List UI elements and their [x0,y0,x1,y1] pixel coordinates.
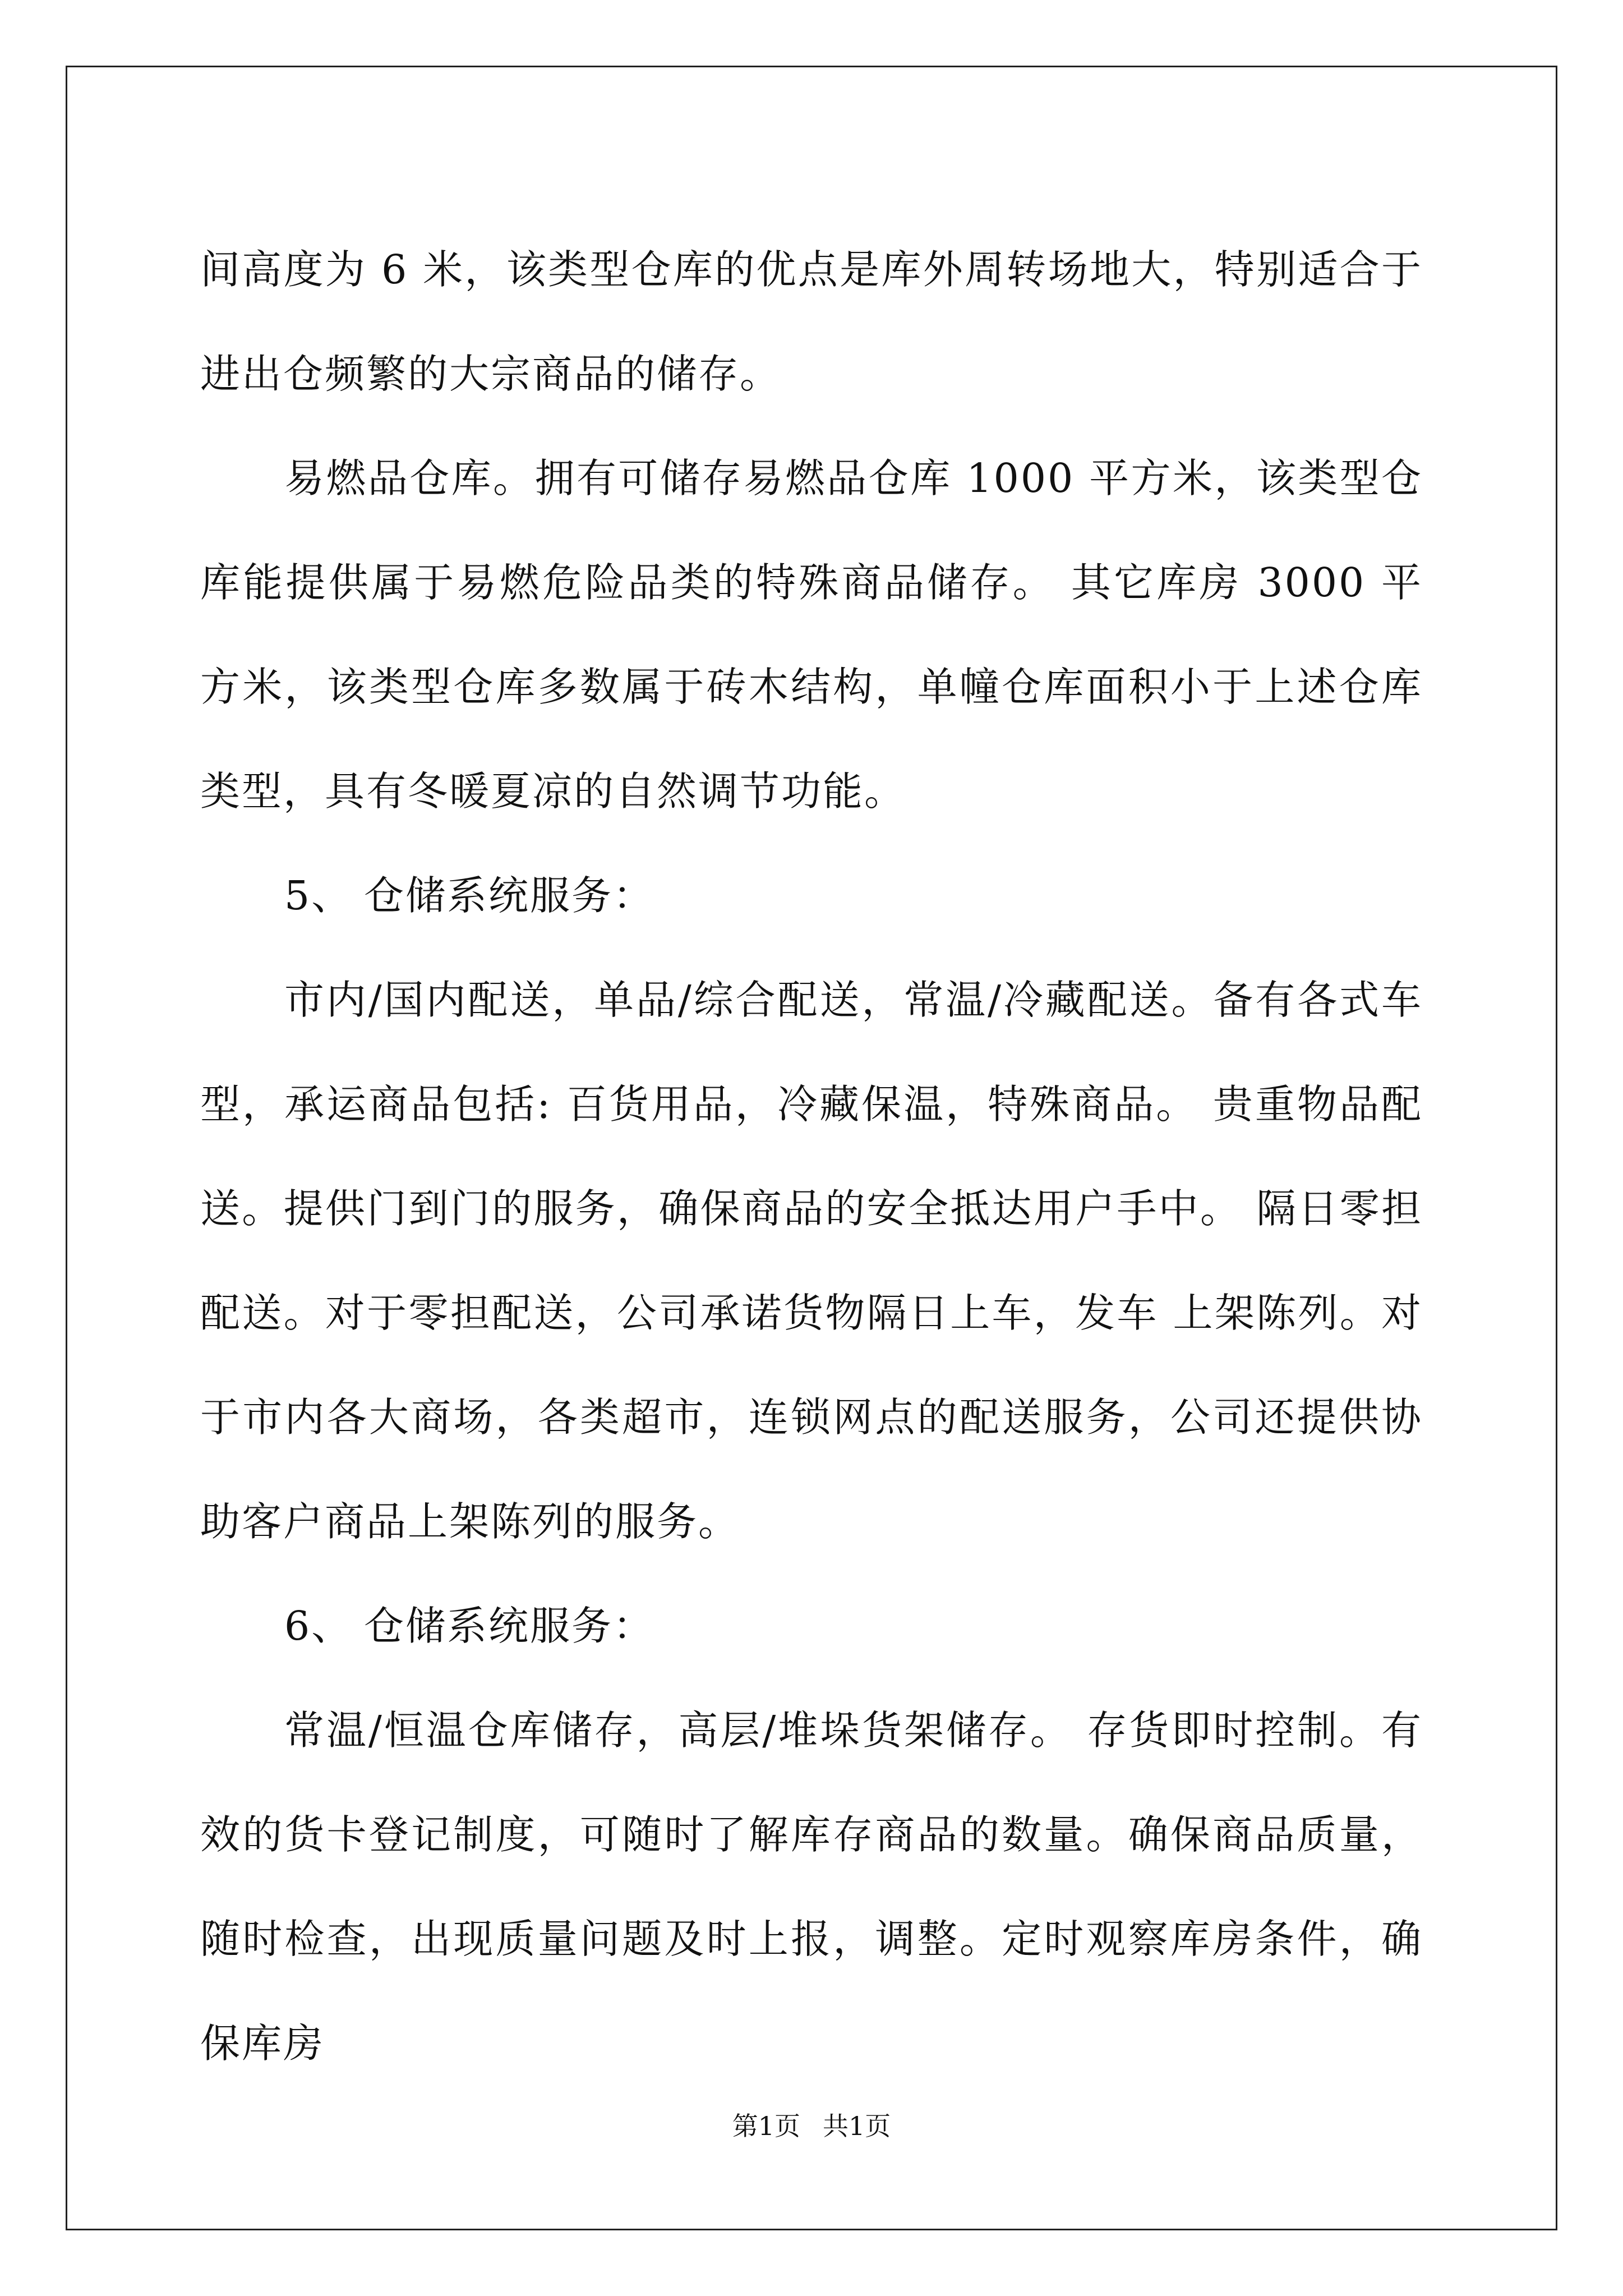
page-total: 共1页 [823,2111,891,2141]
document-body [200,218,1423,2096]
section-heading-5 [200,844,1423,948]
paragraph-storage-services: 常温/恒温仓库储存，高层/堆垛货架储存。 存货即时控制。有效的货卡登记制度，可随时了解库存商品的数量。确保商品质量，随时检查，出现质量问题及时上报，调整。定时观察库房条件，确保库房 [200,1707,1423,2067]
paragraph-storage-yard: 间高度为 6 米，该类型仓库的优点是库外周转场地大，特别适合于进出仓频繁的大宗商品的储存。 [200,246,1423,397]
page-footer [0,2109,1623,2143]
page-number: 第1页 [732,2111,800,2141]
section-title: 仓储系统服务： [364,1603,655,1649]
section-title: 仓储系统服务： [364,872,655,919]
paragraph-flammables-warehouse: 易燃品仓库。拥有可储存易燃品仓库 1000 平方米，该类型仓库能提供属于易燃危险品类的特殊商品储存。 其它库房 3000 平方米，该类型仓库多数属于砖木结构，单幢仓库面积小于上述仓库类型，具有冬暖夏凉的自然调节功能。 [200,455,1423,815]
section-number: 6、 [284,1603,353,1649]
section-heading-6 [200,1574,1423,1678]
paragraph-delivery-services: 市内/国内配送，单品/综合配送，常温/冷藏配送。备有各式车型，承运商品包括: 百货用品，冷藏保温，特殊商品。 贵重物品配送。提供门到门的服务，确保商品的安全抵达用户手中。 隔日零担配送。对于零担配送，公司承诺货物隔日上车，发车 上架陈列。对于市内各大商场，各类超市，连锁网点的配送服务，公司还提供协助客户商品上架陈列的服务。 [200,977,1423,1545]
section-number: 5、 [284,872,353,919]
